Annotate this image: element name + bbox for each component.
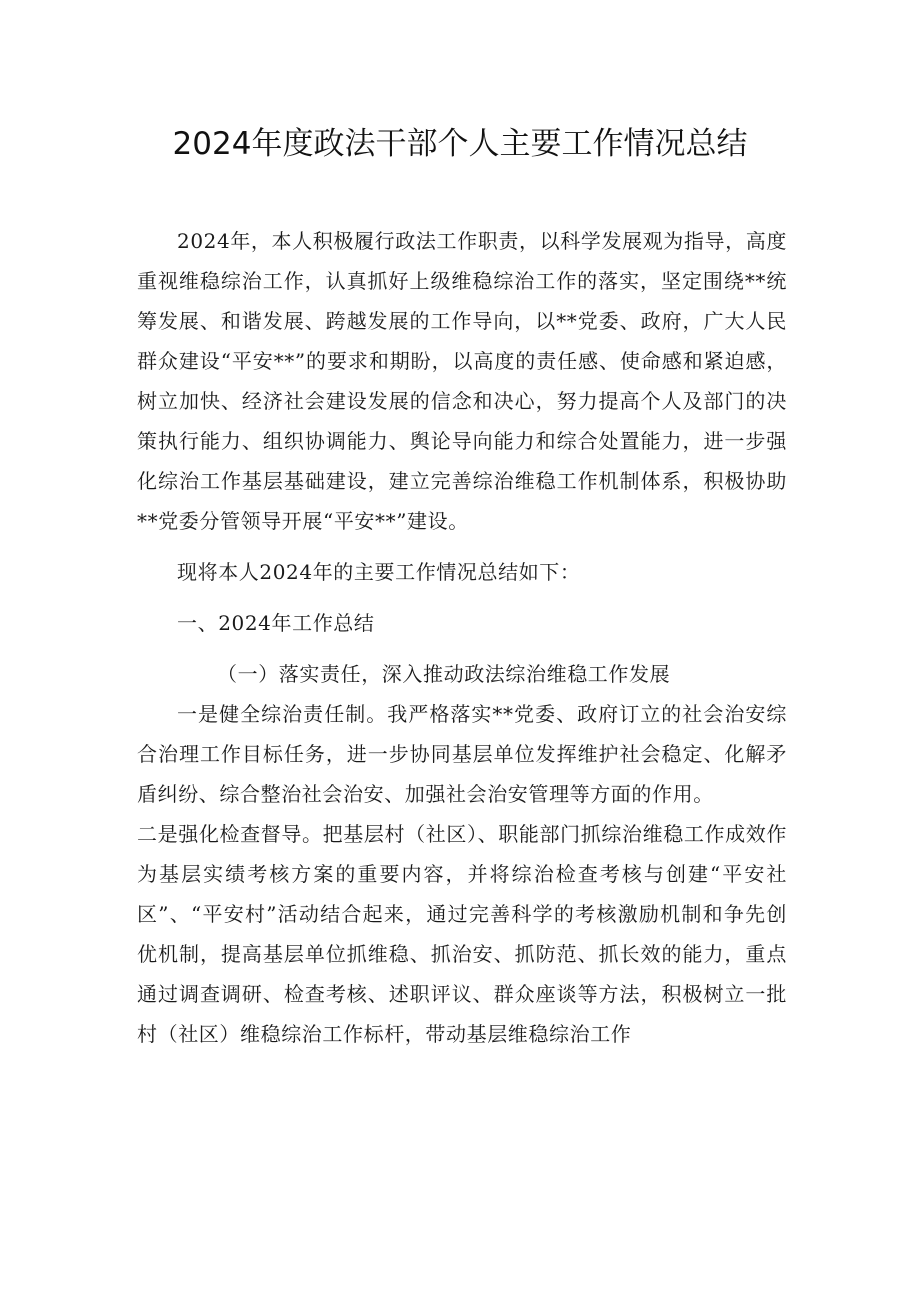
point-two-paragraph: 二是强化检查督导。把基层村（社区）、职能部门抓综治维稳工作成效作为基层实绩考核方案的重要内容，并将综治检查考核与创建“平安社区”、“平安村”活动结合起来，通过完善科学的考核激励机制和争先创优机制，提高基层单位抓维稳、抓治安、抓防范、抓长效的能力，重点通过调查调研、检查考核、述职评议、群众座谈等方法，积极树立一批村（社区）维稳综治工作标杆，带动基层维稳综治工作 bbox=[137, 822, 787, 1046]
subsection-one-heading: （一）落实责任，深入推动政法综治维稳工作发展 bbox=[217, 662, 671, 686]
lead-in-paragraph: 现将本人2024年的主要工作情况总结如下： bbox=[177, 560, 581, 584]
section-one-heading: 一、2024年工作总结 bbox=[177, 611, 375, 635]
document-body bbox=[137, 221, 787, 1054]
intro-paragraph: 2024年，本人积极履行政法工作职责，以科学发展观为指导，高度重视维稳综治工作，认真抓好上级维稳综治工作的落实，坚定围绕**统筹发展、和谐发展、跨越发展的工作导向，以**党委、政府，广大人民群众建设“平安**”的要求和期盼，以高度的责任感、使命感和紧迫感，树立加快、经济社会建设发展的信念和决心，努力提高个人及部门的决策执行能力、组织协调能力、舆论导向能力和综合处置能力，进一步强化综治工作基层基础建设，建立完善综治维稳工作机制体系，积极协助**党委分管领导开展“平安**”建设。 bbox=[137, 229, 787, 533]
document-title: 2024年度政法干部个人主要工作情况总结 bbox=[172, 126, 748, 162]
point-one-paragraph: 一是健全综治责任制。我严格落实**党委、政府订立的社会治安综合治理工作目标任务，进一步协同基层单位发挥维护社会稳定、化解矛盾纠纷、综合整治社会治安、加强社会治安管理等方面的作用。 bbox=[137, 702, 787, 806]
